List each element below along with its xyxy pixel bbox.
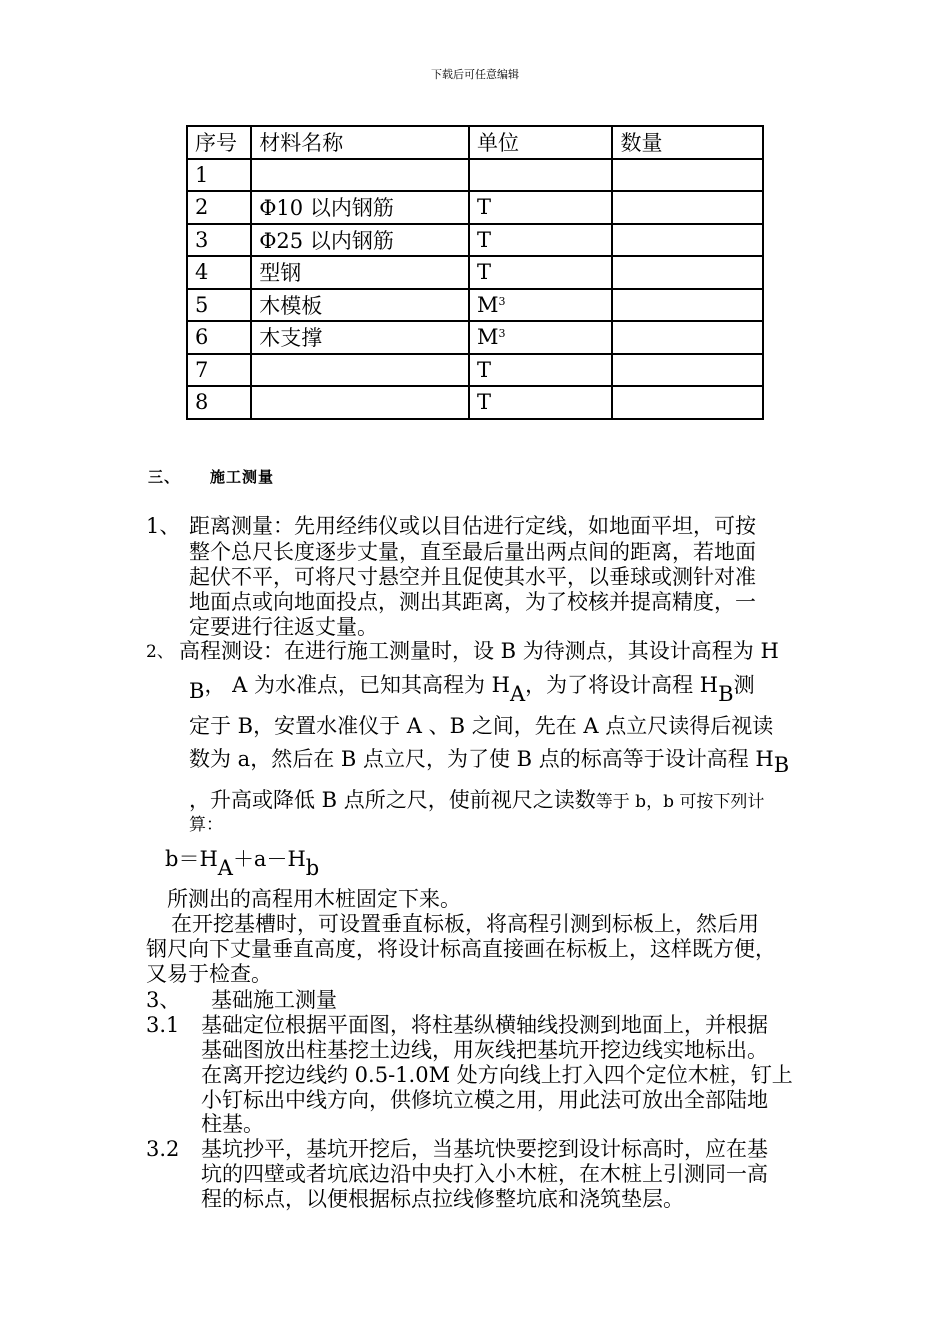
- item31-line: 柱基。: [201, 1112, 264, 1136]
- paragraph-line: 在开挖基槽时，可设置垂直标板，将高程引测到标板上，然后用: [171, 912, 759, 936]
- item1-line: 起伏不平，可将尺寸悬空并且促使其水平，以垂球或测针对准: [189, 565, 756, 589]
- formula: b＝HA＋a－Hb: [165, 847, 320, 880]
- table-row: [187, 321, 763, 354]
- paragraph: 所测出的高程用木桩固定下来。: [167, 887, 461, 911]
- section-number: 三、: [148, 468, 181, 486]
- item1-line: 整个总尺长度逐步丈量，直至最后量出两点间的距离，若地面: [189, 540, 756, 564]
- materials-table: [186, 125, 764, 420]
- cell-unit: [469, 159, 612, 192]
- cell-no: 8: [187, 386, 251, 419]
- section-heading: [148, 466, 274, 487]
- item31-number: 3.1: [146, 1013, 180, 1037]
- item2-number: 2、: [146, 642, 174, 662]
- header-unit: 单位: [469, 126, 612, 159]
- cell-no: 7: [187, 354, 251, 387]
- item1-line: 地面点或向地面投点，测出其距离，为了校核并提高精度，一: [189, 590, 756, 614]
- page-header: 下载后可任意编辑: [431, 68, 519, 81]
- cell-no: 1: [187, 159, 251, 192]
- cell-unit: $M^3$: [469, 321, 612, 354]
- table-row: [187, 256, 763, 289]
- cell-no: 3: [187, 224, 251, 257]
- cell-qty: [612, 354, 763, 387]
- item32-number: 3.2: [146, 1137, 180, 1161]
- cell-unit: T: [469, 256, 612, 289]
- item31-line: 小钉标出中线方向，供修坑立模之用，用此法可放出全部陆地: [201, 1088, 768, 1112]
- item1-number: 1、: [146, 514, 181, 538]
- cell-unit: T: [469, 386, 612, 419]
- item2-line: 高程测设：在进行施工测量时，设 B 为待测点，其设计高程为 H: [179, 639, 779, 663]
- cell-name: [251, 354, 469, 387]
- cell-unit: T: [469, 224, 612, 257]
- paragraph-line: 钢尺向下丈量垂直高度，将设计标高直接画在标板上，这样既方便，: [146, 937, 776, 961]
- cell-unit: $M^3$: [469, 289, 612, 322]
- item3-number: 3、: [146, 988, 181, 1012]
- cell-unit: T: [469, 354, 612, 387]
- cell-name: [251, 159, 469, 192]
- item31-line: 在离开挖边线约 0.5-1.0M 处方向线上打入四个定位木桩，钉上: [201, 1063, 793, 1087]
- item2-line: ，升高或降低 B 点所之尺，使前视尺之读数等于 b，b 可按下列计: [189, 788, 765, 812]
- cell-qty: [612, 256, 763, 289]
- section-title: 施工测量: [210, 468, 275, 486]
- table-header-row: [187, 126, 763, 159]
- cell-unit: T: [469, 191, 612, 224]
- paragraph-line: 又易于检查。: [146, 962, 272, 986]
- item2-line: 数为 a，然后在 B 点立尺，为了使 B 点的标高等于设计高程 HB: [189, 747, 790, 777]
- cell-name: Φ25 以内钢筋: [251, 224, 469, 257]
- item3-title: 基础施工测量: [211, 988, 337, 1012]
- cell-qty: [612, 224, 763, 257]
- cell-name: 木模板: [251, 289, 469, 322]
- header-no: 序号: [187, 126, 251, 159]
- item31-line: 基础定位根据平面图，将柱基纵横轴线投测到地面上，并根据: [201, 1013, 768, 1037]
- cell-qty: [612, 289, 763, 322]
- cell-name: 木支撑: [251, 321, 469, 354]
- item2-line: B， A 为水准点，已知其高程为 HA，为了将设计高程 HB测: [189, 673, 755, 706]
- cell-no: 6: [187, 321, 251, 354]
- cell-qty: [612, 386, 763, 419]
- item31-line: 基础图放出柱基挖土边线，用灰线把基坑开挖边线实地标出。: [201, 1038, 768, 1062]
- item2-line: 定于 B，安置水准仪于 A 、B 之间，先在 A 点立尺读得后视读: [189, 714, 774, 738]
- header-name: 材料名称: [251, 126, 469, 159]
- cell-no: 4: [187, 256, 251, 289]
- cell-name: 型钢: [251, 256, 469, 289]
- item1-line: 距离测量：先用经纬仪或以目估进行定线，如地面平坦，可按: [189, 514, 756, 538]
- item32-line: 基坑抄平，基坑开挖后，当基坑快要挖到设计标高时，应在基: [201, 1137, 768, 1161]
- table-row: [187, 159, 763, 192]
- cell-no: 2: [187, 191, 251, 224]
- table-row: [187, 386, 763, 419]
- header-qty: 数量: [612, 126, 763, 159]
- item32-line: 坑的四壁或者坑底边沿中央打入小木桩，在木桩上引测同一高: [201, 1162, 768, 1186]
- table-row: [187, 191, 763, 224]
- item1-line: 定要进行往返丈量。: [189, 615, 378, 639]
- item2-line: 算：: [189, 815, 223, 835]
- table-row: [187, 289, 763, 322]
- cell-name: [251, 386, 469, 419]
- table-row: [187, 224, 763, 257]
- item32-line: 程的标点，以便根据标点拉线修整坑底和浇筑垫层。: [201, 1187, 684, 1211]
- cell-qty: [612, 191, 763, 224]
- cell-name: Φ10 以内钢筋: [251, 191, 469, 224]
- cell-qty: [612, 159, 763, 192]
- cell-no: 5: [187, 289, 251, 322]
- cell-qty: [612, 321, 763, 354]
- table-row: [187, 354, 763, 387]
